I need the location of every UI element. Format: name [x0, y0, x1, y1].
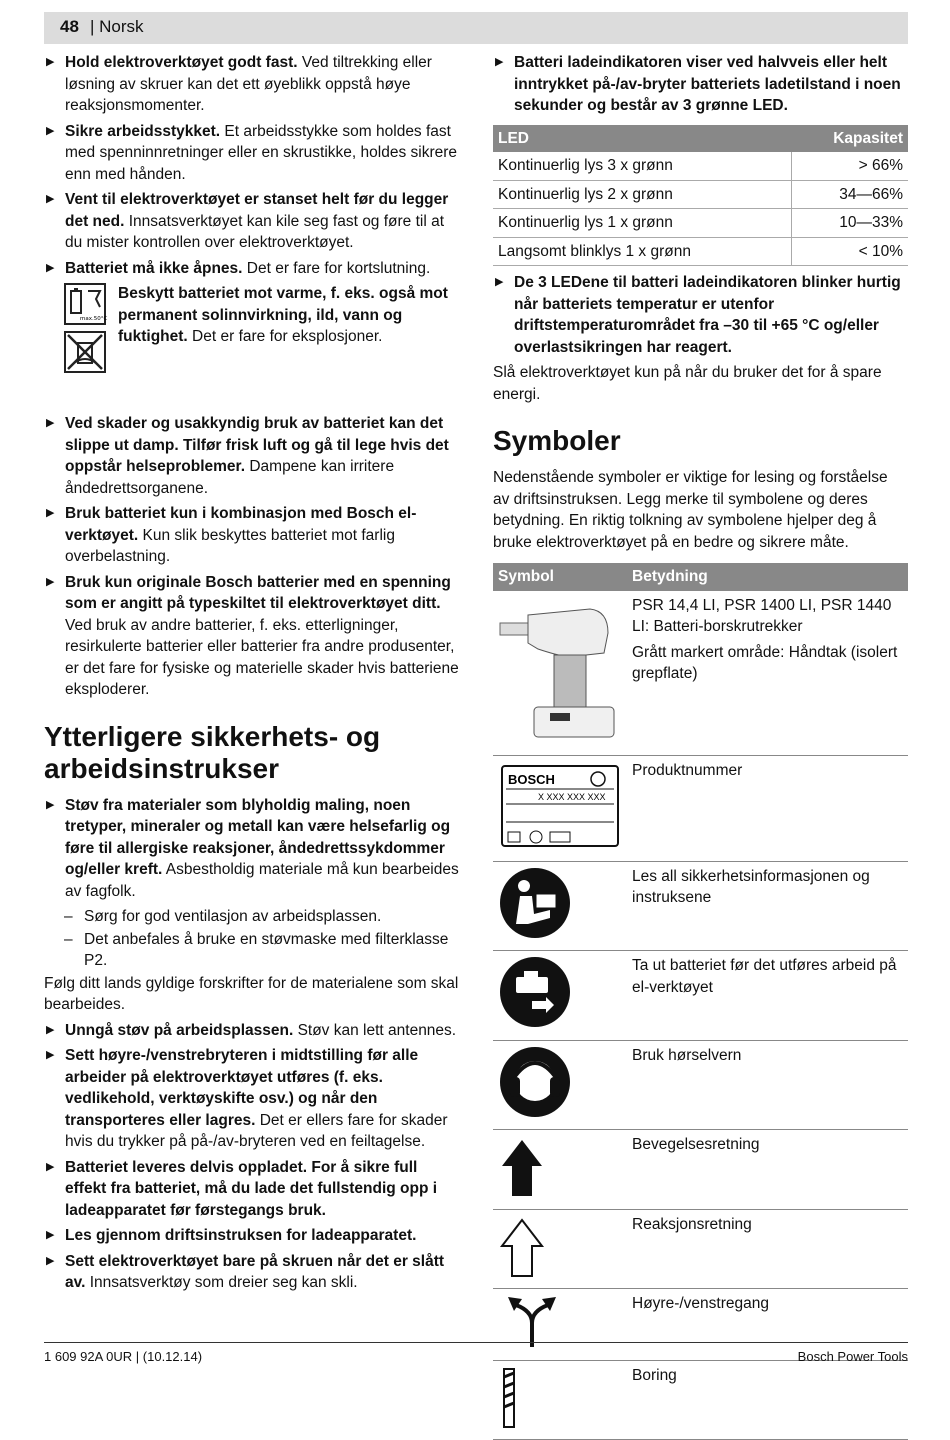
symbol-meaning-line: Ta ut batteriet før det utføres arbeid på el-verktøyet: [632, 957, 897, 996]
safety-bullet: ▶ Ved skader og usakkyndig bruk av batteriet kan det slippe ut damp. Tilfør frisk luft og gå til lege hvis det oppstår helseproblemer. Dampene kan irritere åndedrettsorganene.: [44, 413, 462, 499]
battery-heat-warning: [64, 283, 462, 379]
meaning-header: Betydning: [627, 563, 908, 591]
symbol-row: [493, 1209, 908, 1289]
led-capacity: > 66%: [791, 152, 908, 180]
safety-bullets-3: [44, 1020, 462, 1294]
publisher: Bosch Power Tools: [797, 1349, 908, 1364]
symbol-meaning: [627, 591, 908, 756]
led-row: [493, 152, 908, 180]
left-column: [44, 52, 462, 1298]
no-water-icon: [64, 331, 106, 373]
right-column: [493, 52, 908, 1440]
symbol-meaning-line: Høyre-/venstregang: [632, 1295, 769, 1312]
symbol-meaning-line: Produktnummer: [632, 762, 743, 779]
led-state: Kontinuerlig lys 2 x grønn: [493, 180, 791, 209]
led-row: [493, 180, 908, 209]
dust-dash-list: [44, 906, 462, 972]
charge-indicator-note: ▶ Batteri ladeindikatoren viser ved halvveis eller helt inntrykket på-/av-bryter batteriets ladetilstand i noen sekunder og består av 3 grønne LED.: [493, 52, 908, 117]
regulations-note: Følg ditt lands gyldige forskrifter for de materialene som skal bearbeides.: [44, 974, 459, 1013]
section-heading-safety: Ytterligere sikkerhets- og arbeidsinstrukser: [44, 720, 381, 784]
symbol-meaning-line: Bevegelsesretning: [632, 1136, 760, 1153]
led-capacity: 10—33%: [791, 209, 908, 238]
nameplate-number: X XXX XXX XXX: [538, 792, 606, 802]
symbol-row: [493, 1130, 908, 1210]
safety-bullet: ▶ Bruk kun originale Bosch batterier med en spenning som er angitt på typeskiltet til elektroverktøyet ditt. Ved bruk av andre batterier, f. eks. etterligninger, resirkulerte batterier eller batterier fra andre produsenter, er det fare for fysiske og materielle skader hvis batteriene eksploderer.: [44, 572, 462, 701]
safety-bullet: ▶ Vent til elektroverktøyet er stanset helt før du legger det ned. Innsatsverktøyet kan kile seg fast og føre til at du mister kontrollen over elektroverktøyet.: [44, 189, 462, 254]
safety-bullet: ▶ Sett elektroverktøyet bare på skruen når det er slått av. Innsatsverktøy som dreier seg kan skli.: [44, 1251, 462, 1294]
symbol-row: [493, 861, 908, 951]
symbol-meaning: [627, 861, 908, 951]
safety-bullet: ▶ Hold elektroverktøyet godt fast. Ved tiltrekking eller løsning av skruer kan det ett øyeblikk oppstå høye reaksjonsmomenter.: [44, 52, 462, 117]
section-heading-symbols: Symboler: [493, 425, 621, 456]
drill-icon: [498, 595, 622, 752]
symbol-row: [493, 591, 908, 756]
safety-bullet: ▶ Batteriet leveres delvis oppladet. For å sikre full effekt fra batteriet, må du lade det fullstendig opp i ladeapparatet før førstegangs bruk.: [44, 1157, 462, 1222]
reaction-arrow-icon: [498, 1214, 622, 1285]
safety-bullet: ▶ Sikre arbeidsstykket. Et arbeidsstykke som holdes fast med spenninnretninger eller en skrustikke, holdes sikrere enn med hånden.: [44, 121, 462, 186]
symbols-intro: Nedenstående symboler er viktige for lesing og forståelse av driftsinstruksen. Legg merke til symbolene og deres betydning. En riktig tolkning av symbolene hjelper deg å bruke elektroverktøyet på en bedre og sikrere måte.: [493, 469, 888, 551]
document-number: 1 609 92A 0UR | (10.12.14): [44, 1349, 203, 1364]
capacity-header: Kapasitet: [791, 125, 908, 153]
symbol-meaning: [627, 1130, 908, 1210]
symbols-table: [493, 563, 908, 1440]
symbol-meaning-line: PSR 14,4 LI, PSR 1400 LI, PSR 1440 LI: Batteri-borskrutrekker: [632, 596, 892, 635]
read-manual-icon: [498, 866, 622, 947]
nameplate-brand: BOSCH: [508, 772, 555, 787]
symbol-meaning-line: Grått markert område: Håndtak (isolert grepflate): [632, 643, 898, 682]
symbol-row: [493, 951, 908, 1041]
direction-fork-icon: [498, 1293, 622, 1356]
page-footer: [44, 1342, 908, 1364]
safety-bullet: ▶ Sett høyre-/venstrebryteren i midtstilling før alle arbeider på elektroverktøyet utføres (f. eks. vedlikehold, verktøyskifte osv.) og når den transporteres eller lagres. Det er ellers fare for skader hvis du trykker på på-/av-bryteren ved en feiltagelse.: [44, 1045, 462, 1153]
symbol-meaning: [627, 1209, 908, 1289]
safety-bullet: ▶ Bruk batteriet kun i kombinasjon med Bosch el-verktøyet. Kun slik beskyttes batteriet mot farlig overbelastning.: [44, 503, 462, 568]
led-state: Kontinuerlig lys 1 x grønn: [493, 209, 791, 238]
ear-protection-icon: [498, 1045, 622, 1126]
symbol-meaning: [627, 756, 908, 862]
symbol-meaning-line: Boring: [632, 1366, 677, 1384]
remove-battery-icon: [498, 955, 622, 1036]
symbol-meaning: [627, 951, 908, 1041]
led-capacity-table: [493, 125, 908, 267]
page-number: 48: [60, 17, 79, 36]
led-state: Langsomt blinklys 1 x grønn: [493, 237, 791, 266]
safety-bullet: ▶ Batteriet må ikke åpnes. Det er fare for kortslutning.: [44, 258, 462, 280]
led-header: LED: [493, 125, 791, 153]
led-row: [493, 209, 908, 238]
dash-item: – Det anbefales å bruke en støvmaske med filterklasse P2.: [44, 929, 462, 972]
dash-item: – Sørg for god ventilasjon av arbeidsplassen.: [44, 906, 462, 928]
symbol-row: [493, 1040, 908, 1130]
page-header: [44, 12, 908, 44]
symbol-meaning: [627, 1040, 908, 1130]
heat-warning-text: Beskytt batteriet mot varme, f. eks. også mot permanent solinnvirkning, ild, vann og fuktighet. Det er fare for eksplosjoner.: [118, 285, 448, 345]
symbol-header: Symbol: [493, 563, 627, 591]
led-row: [493, 237, 908, 266]
page-language: | Norsk: [90, 17, 144, 36]
safety-bullets-2: [44, 413, 462, 701]
energy-note: Slå elektroverktøyet kun på når du bruker det for å spare energi.: [493, 364, 882, 403]
safety-bullets-1: [44, 52, 462, 279]
symbol-meaning-line: Bruk hørselvern: [632, 1046, 742, 1064]
symbol-meaning-line: Reaksjonsretning: [632, 1215, 752, 1233]
led-state: Kontinuerlig lys 3 x grønn: [493, 152, 791, 180]
heat-icon-label: max.50°C: [80, 316, 108, 322]
led-capacity: < 10%: [791, 237, 908, 266]
symbol-row: [493, 1360, 908, 1440]
nameplate-icon: [498, 760, 622, 857]
symbol-row: [493, 756, 908, 862]
safety-bullet: ▶ Les gjennom driftsinstruksen for ladeapparatet.: [44, 1225, 462, 1247]
symbol-meaning: [627, 1360, 908, 1440]
drill-bit-icon: [498, 1365, 622, 1436]
led-blink-note: ▶ De 3 LEDene til batteri ladeindikatoren blinker hurtig når batteriets temperatur er utenfor driftstemperaturområdet fra –30 til +65 °C og/eller overlastsikringen har reagert.: [493, 272, 908, 358]
motion-arrow-icon: [498, 1134, 622, 1205]
safety-bullet: ▶ Unngå støv på arbeidsplassen. Støv kan lett antennes.: [44, 1020, 462, 1042]
battery-heat-icon: [64, 283, 106, 325]
led-capacity: 34—66%: [791, 180, 908, 209]
dust-warning: ▶ Støv fra materialer som blyholdig maling, noen tretyper, mineraler og metall kan være helsefarlig og føre til allergiske reaksjoner, åndedrettssykdommer og/eller kreft. Asbestholdig materiale må kun bearbeides av fagfolk.: [44, 795, 462, 903]
symbol-meaning-line: Les all sikkerhetsinformasjonen og instruksene: [632, 867, 870, 906]
